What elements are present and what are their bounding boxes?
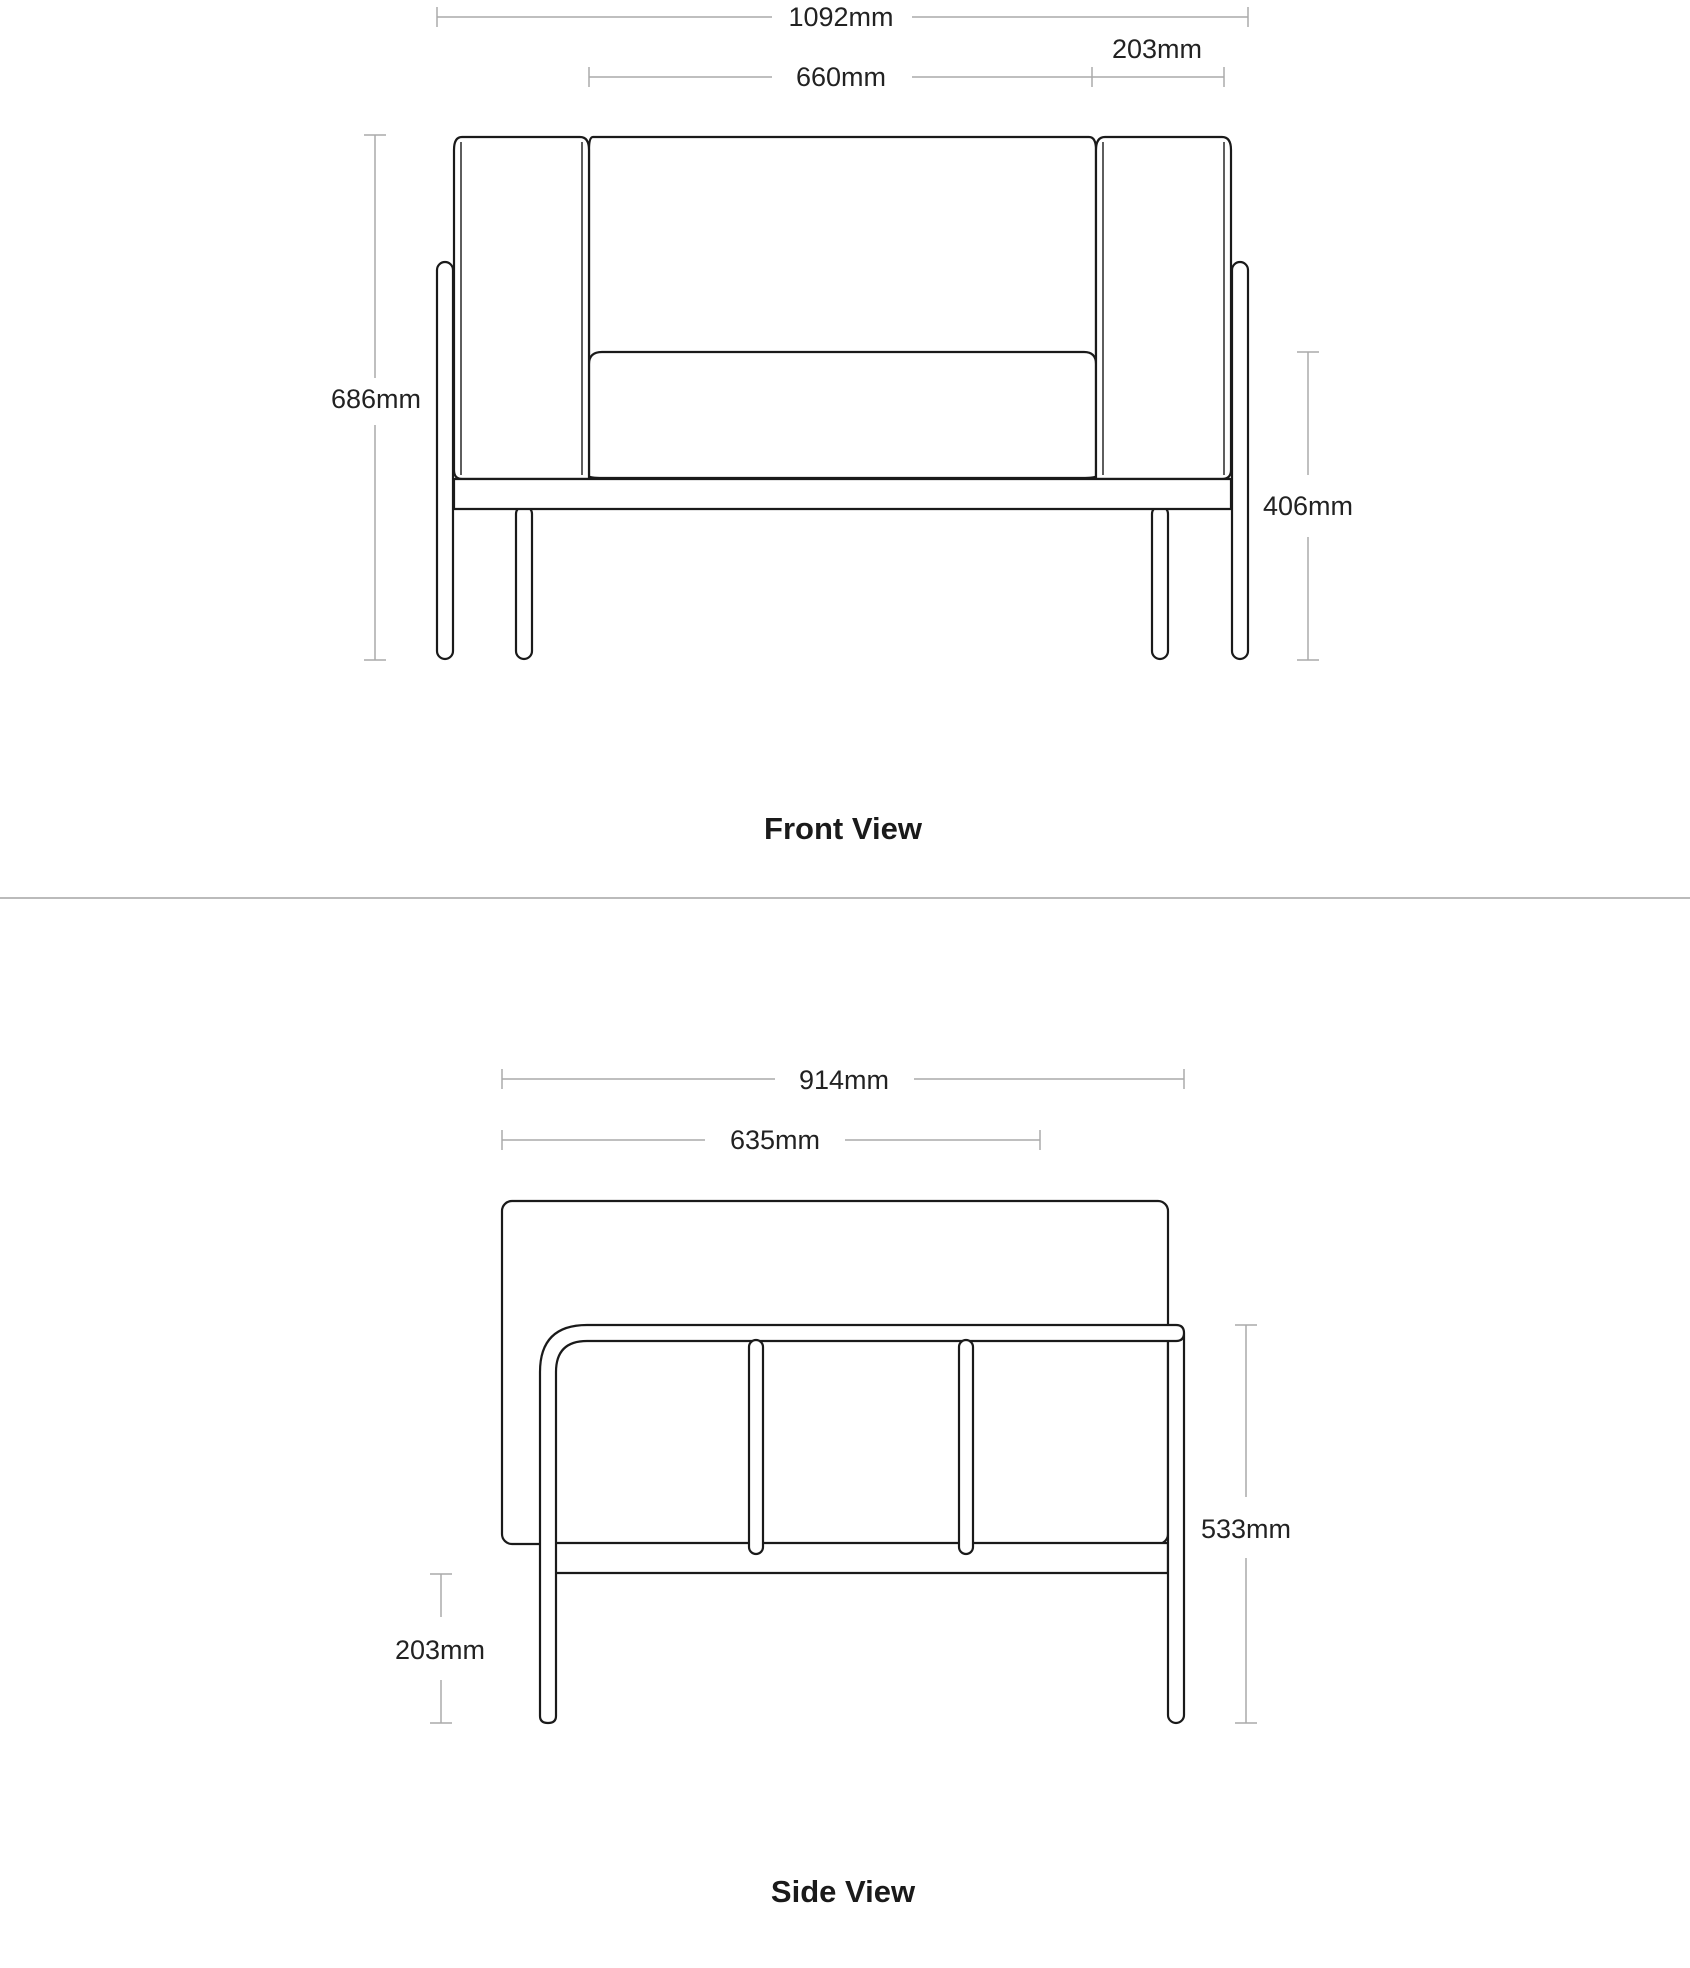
left-arm-cushion — [454, 137, 589, 479]
side-back-post — [1168, 1326, 1184, 1723]
dim-arm-height-label: 533mm — [1200, 1514, 1292, 1544]
dim-seat-depth-label: 635mm — [729, 1125, 821, 1155]
dim-leg-clearance — [395, 1574, 485, 1723]
right-inner-leg — [1152, 506, 1168, 659]
side-view — [395, 1065, 1291, 1909]
dim-overall-width-label: 1092mm — [788, 2, 894, 32]
dim-overall-depth — [502, 1065, 1184, 1095]
front-view-sofa — [437, 137, 1248, 659]
side-spindle-1 — [749, 1340, 763, 1554]
right-outer-post — [1232, 262, 1248, 659]
side-seat-rail — [542, 1543, 1168, 1573]
dim-seat-depth — [502, 1125, 1040, 1155]
front-view — [331, 2, 1353, 846]
dim-overall-height-label: 686mm — [330, 384, 422, 414]
side-back-panel — [502, 1201, 1168, 1544]
dim-arm-height — [1201, 1325, 1291, 1723]
dim-seat-width-label: 660mm — [795, 62, 887, 92]
right-arm-cushion — [1096, 137, 1231, 479]
left-outer-post — [437, 262, 453, 659]
dim-leg-clearance-label: 203mm — [394, 1635, 486, 1665]
dim-seat-height-label: 406mm — [1262, 491, 1354, 521]
dim-seat-width — [589, 34, 1224, 92]
back-cushion — [589, 137, 1096, 360]
dim-overall-depth-label: 914mm — [798, 1065, 890, 1095]
left-inner-leg — [516, 506, 532, 659]
side-view-sofa — [502, 1201, 1184, 1723]
dim-seat-height — [1263, 352, 1353, 660]
front-view-caption: Front View — [764, 811, 922, 846]
dim-overall-height — [331, 135, 421, 660]
side-spindle-2 — [959, 1340, 973, 1554]
dim-overall-width — [437, 2, 1248, 32]
dim-arm-width-label: 203mm — [1111, 34, 1203, 64]
seat-cushion — [589, 352, 1096, 478]
side-view-caption: Side View — [770, 1874, 916, 1909]
seat-rail — [454, 479, 1231, 509]
